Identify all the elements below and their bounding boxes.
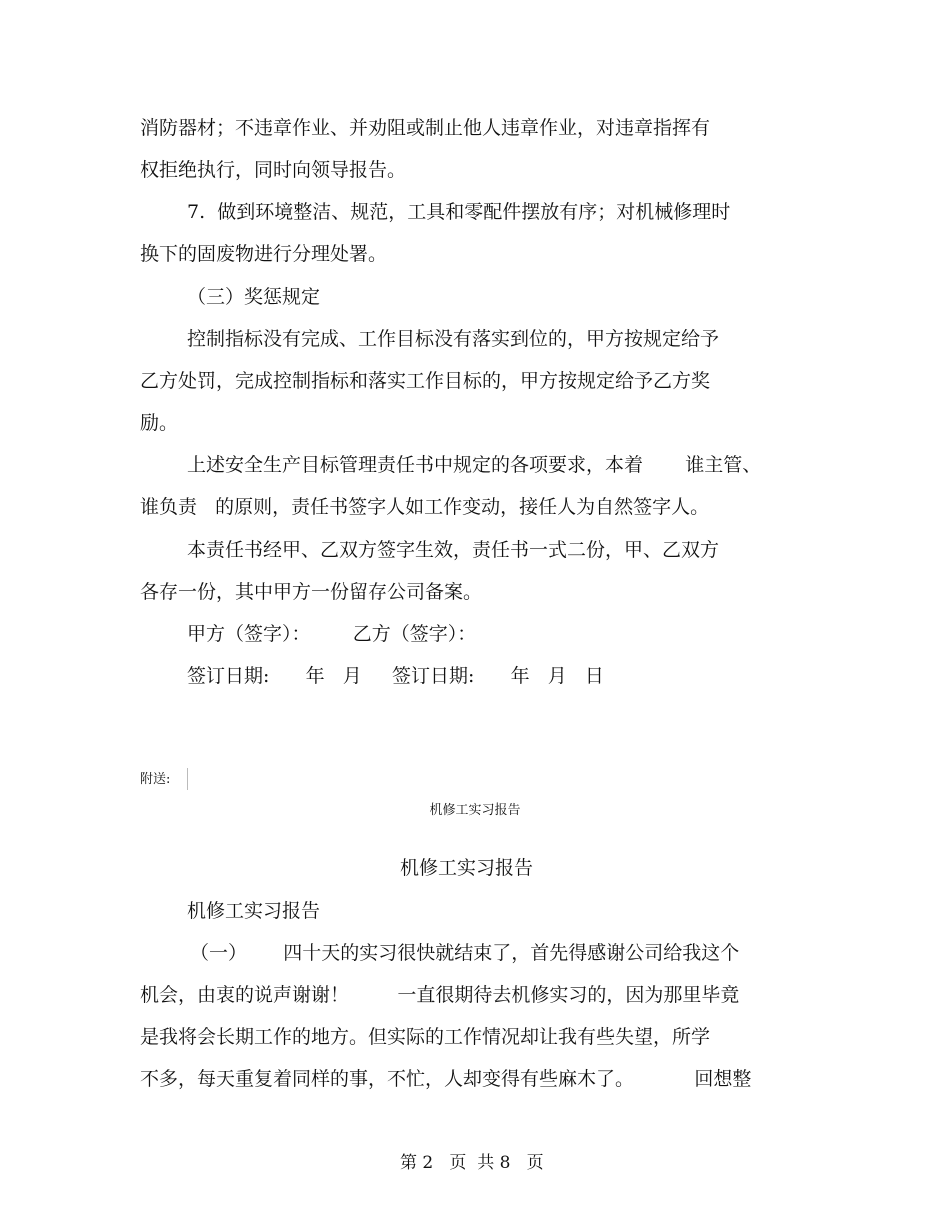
body-line: 控制指标没有完成、工作目标没有落实到位的，甲方按规定给予 <box>187 328 720 350</box>
page-footer: 第 2 页 共 8 页 <box>400 1153 544 1173</box>
body-line: 各存一份，其中甲方一份留存公司备案。 <box>140 581 483 603</box>
body-line: 本责任书经甲、乙双方签字生效，责任书一式二份，甲、乙双方 <box>187 539 720 561</box>
body-line: 谁负责 的原则，责任书签字人如工作变动，接任人为自然签字人。 <box>140 496 710 518</box>
report-line: 机修工实习报告 <box>187 900 321 922</box>
body-line: 励。 <box>140 412 179 434</box>
report-line: 是我将会长期工作的地方。但实际的工作情况却让我有些失望，所学 <box>140 1026 711 1048</box>
report-line: 机会，由衷的说声谢谢！ 一直很期待去机修实习的，因为那里毕竟 <box>140 984 740 1006</box>
appendix-label: 附送: <box>140 772 171 787</box>
body-line: 乙方处罚，完成控制指标和落实工作目标的，甲方按规定给予乙方奖 <box>140 370 711 392</box>
report-line: （一） 四十天的实习很快就结束了，首先得感谢公司给我这个 <box>190 942 740 964</box>
signature-line: 甲方（签字）： 乙方（签字）： <box>187 623 477 645</box>
body-line: 上述安全生产目标管理责任书中规定的各项要求，本着 谁主管、 <box>187 454 762 476</box>
report-title: 机修工实习报告 <box>400 857 534 879</box>
body-line: 消防器材；不违章作业、并劝阻或制止他人违章作业，对违章指挥有 <box>140 117 711 139</box>
body-line: 权拒绝执行，同时向领导报告。 <box>140 159 407 181</box>
date-line: 签订日期: 年 月 签订日期: 年 月 日 <box>187 665 604 687</box>
body-line: 换下的固废物进行分理处署。 <box>140 243 388 265</box>
section-heading: （三）奖惩规定 <box>187 286 321 308</box>
body-line: 7. 做到环境整洁、规范，工具和零配件摆放有序；对机械修理时 <box>187 201 731 223</box>
report-line: 不多，每天重复着同样的事，不忙，人却变得有些麻木了。 回想整 <box>140 1068 752 1090</box>
divider <box>187 768 188 790</box>
small-title: 机修工实习报告 <box>429 803 521 818</box>
